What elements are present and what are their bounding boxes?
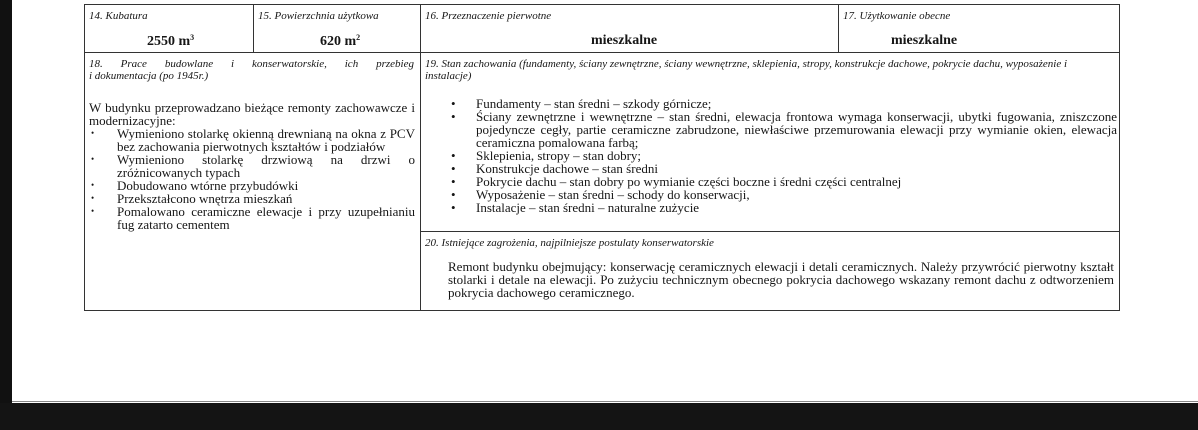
field-uzytkowanie-label: 17. Użytkowanie obecne: [843, 10, 951, 22]
section-18-label-line2: i dokumentacja (po 1945r.): [89, 70, 209, 82]
field-uzytkowanie-value: mieszkalne: [891, 33, 958, 48]
list-item: • Przekształcono wnętrza mieszkań: [89, 192, 415, 205]
section-19-label: 19. Stan zachowania (fundamenty, ściany zewnętrzne, ściany wewnętrzne, sklepienia, stropy, konstrukcje dachowe, pokrycie dachu, wyposażenie i instalacje): [425, 58, 1068, 82]
list-item: • Ściany zewnętrzne i wewnętrzne – stan średni, elewacja frontowa wymaga konserwacji, ubytki fugowania, zniszczone pojedyncze cegły, partie ceramiczne zabrudzone, niewłaściwe przemurowania elewacji przy wymianie okien, elewacja ceramiczna pomalowana farbą;: [451, 110, 1117, 149]
list-item: • Dobudowano wtórne przybudówki: [89, 179, 415, 192]
field-kubatura-label: 14. Kubatura: [89, 10, 148, 22]
scan-bottom-edge: [0, 403, 1198, 430]
section-18-label: [89, 58, 414, 82]
field-powierzchnia-value: [320, 33, 360, 50]
field-przeznaczenie-label: 16. Przeznaczenie pierwotne: [425, 10, 552, 22]
section-19-list: [451, 97, 1117, 214]
list-item: • Konstrukcje dachowe – stan średni: [451, 162, 1117, 175]
list-item: • Wymieniono stolarkę okienną drewnianą na okna z PCV bez zachowania pierwotnych kształtów i podziałów: [89, 127, 415, 153]
list-item: • Wymieniono stolarkę drzwiową na drzwi o zróżnicowanych typach: [89, 153, 415, 179]
section-20-label: 20. Istniejące zagrożenia, najpilniejsze postulaty konserwatorskie: [425, 237, 714, 249]
list-item: • Sklepienia, stropy – stan dobry;: [451, 149, 1117, 162]
section-18-list: [89, 127, 415, 231]
scan-left-edge: [0, 0, 12, 430]
field-przeznaczenie: [420, 4, 839, 53]
field-przeznaczenie-value: mieszkalne: [591, 33, 658, 48]
kubatura-unit-exponent: 3: [190, 33, 195, 42]
field-powierzchnia-label: 15. Powierzchnia użytkowa: [258, 10, 379, 22]
scan-divider: [12, 401, 1198, 402]
field-uzytkowanie: [838, 4, 1120, 53]
powierzchnia-number: 620 m: [320, 34, 357, 49]
section-prace-budowlane: [84, 52, 421, 311]
list-item: • Fundamenty – stan średni – szkody górnicze;: [451, 97, 1117, 110]
powierzchnia-unit-exponent: 2: [356, 33, 361, 42]
section-18-intro: W budynku przeprowadzano bieżące remonty zachowawcze i modernizacyjne:: [89, 100, 415, 128]
section-18-label-line1: 18. Prace budowlane i konserwatorskie, ich przebieg: [89, 58, 414, 70]
list-item: • Wyposażenie – stan średni – schody do konserwacji,: [451, 188, 1117, 201]
list-item: • Pokrycie dachu – stan dobry po wymianie części boczne i średni części centralnej: [451, 175, 1117, 188]
field-kubatura: [84, 4, 254, 53]
kubatura-number: 2550 m: [147, 34, 191, 49]
field-kubatura-value: [147, 33, 194, 50]
section-20-text: Remont budynku obejmujący: konserwację ceramicznych elewacji i detali ceramicznych. Należy przywrócić pierwotny kształt stolarki i detale na elewacji. Po zużyciu technicznym obecnego pokrycia dachowego wskazany remont dachu z odtworzeniem pokrycia dachowego ceramicznego.: [448, 259, 1114, 300]
field-powierzchnia: [253, 4, 421, 53]
section-stan-zachowania: [420, 52, 1120, 232]
list-item: • Pomalowano ceramiczne elewacje i przy uzupełnianiu fug zatarto cementem: [89, 205, 415, 231]
section-zagrozenia: [420, 231, 1120, 311]
list-item: • Instalacje – stan średni – naturalne zużycie: [451, 201, 1117, 214]
